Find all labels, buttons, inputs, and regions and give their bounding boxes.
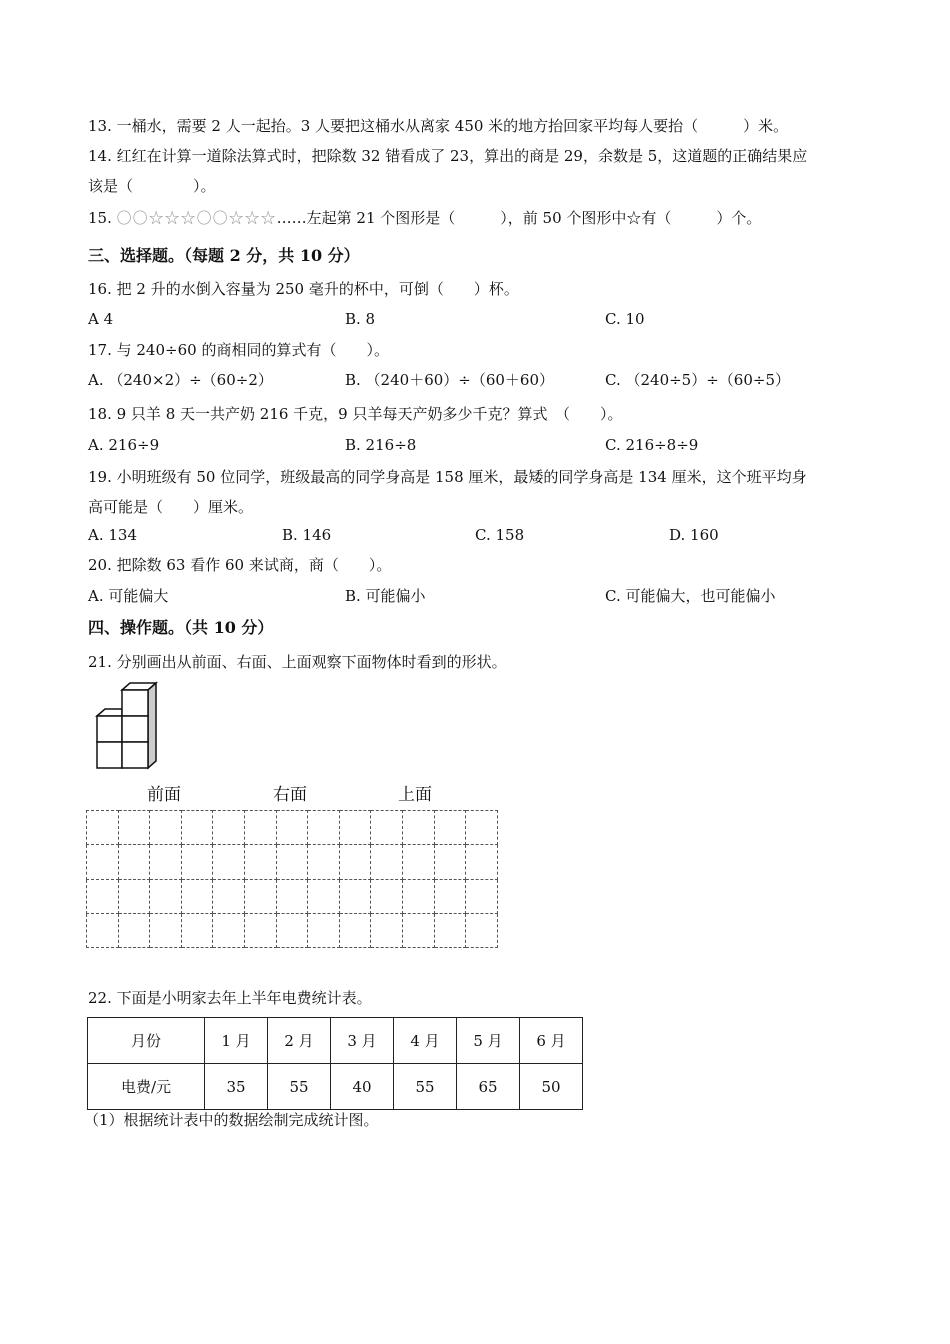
grid-cell[interactable] xyxy=(371,879,403,913)
q17-option-b[interactable]: B. （240＋60）÷（60＋60） xyxy=(345,371,555,389)
grid-cell[interactable] xyxy=(150,913,182,947)
question-19-line1: 19. 小明班级有 50 位同学，班级最高的同学身高是 158 厘米，最矮的同学身高是 134 厘米，这个班平均身 xyxy=(88,468,807,486)
grid-cell[interactable] xyxy=(371,845,403,879)
q19-option-d[interactable]: D. 160 xyxy=(669,526,719,544)
question-20: 20. 把除数 63 看作 60 来试商，商（ ）。 xyxy=(88,556,392,574)
q20-option-c[interactable]: C. 可能偏大，也可能偏小 xyxy=(605,587,776,605)
grid-cell[interactable] xyxy=(371,913,403,947)
table-row xyxy=(88,1064,583,1110)
q16-option-b[interactable]: B. 8 xyxy=(345,310,376,328)
question-14-line1: 14. 红红在计算一道除法算式时，把除数 32 错看成了 23，算出的商是 29，余数是 5，这道题的正确结果应 xyxy=(88,147,808,165)
grid-cell[interactable] xyxy=(434,913,466,947)
q19-option-b[interactable]: B. 146 xyxy=(282,526,332,544)
grid-cell[interactable] xyxy=(339,879,371,913)
grid-cell[interactable] xyxy=(308,913,340,947)
table-cell: 4 月 xyxy=(394,1018,457,1064)
section-4-heading: 四、操作题。（共 10 分） xyxy=(88,618,274,637)
question-22-part-1: （1）根据统计表中的数据绘制完成统计图。 xyxy=(84,1111,379,1129)
table-cell: 65 xyxy=(457,1064,520,1110)
grid-cell[interactable] xyxy=(403,845,435,879)
grid-row xyxy=(87,845,498,879)
shape-sequence: 〇〇☆☆☆〇〇☆☆☆ xyxy=(116,209,277,227)
grid-cell[interactable] xyxy=(245,811,277,845)
grid-cell[interactable] xyxy=(308,811,340,845)
grid-cell[interactable] xyxy=(181,913,213,947)
grid-cell[interactable] xyxy=(339,845,371,879)
q17-option-a[interactable]: A. （240×2）÷（60÷2） xyxy=(88,371,273,389)
view-label-front: 前面 xyxy=(147,785,181,805)
grid-cell[interactable] xyxy=(434,879,466,913)
q17-option-c[interactable]: C. （240÷5）÷（60÷5） xyxy=(605,371,790,389)
grid-cell[interactable] xyxy=(403,913,435,947)
table-cell: 2 月 xyxy=(268,1018,331,1064)
grid-cell[interactable] xyxy=(213,811,245,845)
table-cell: 55 xyxy=(268,1064,331,1110)
table-cell: 6 月 xyxy=(520,1018,583,1064)
grid-cell[interactable] xyxy=(308,879,340,913)
table-cell: 1 月 xyxy=(205,1018,268,1064)
q16-option-a[interactable]: A 4 xyxy=(88,310,114,328)
grid-cell[interactable] xyxy=(181,811,213,845)
cube-stack-figure xyxy=(94,678,164,772)
electricity-fee-table xyxy=(87,1017,583,1110)
grid-cell[interactable] xyxy=(371,811,403,845)
view-label-top: 上面 xyxy=(398,785,432,805)
q15-number: 15. xyxy=(88,209,112,227)
view-label-right: 右面 xyxy=(273,785,307,805)
question-21: 21. 分别画出从前面、右面、上面观察下面物体时看到的形状。 xyxy=(88,653,507,671)
question-15 xyxy=(88,208,761,228)
grid-cell[interactable] xyxy=(87,845,119,879)
grid-cell[interactable] xyxy=(118,913,150,947)
grid-cell[interactable] xyxy=(466,913,498,947)
grid-cell[interactable] xyxy=(466,811,498,845)
grid-cell[interactable] xyxy=(213,845,245,879)
grid-cell[interactable] xyxy=(213,913,245,947)
grid-cell[interactable] xyxy=(245,879,277,913)
table-cell: 月份 xyxy=(88,1018,205,1064)
q19-option-a[interactable]: A. 134 xyxy=(88,526,137,544)
grid-cell[interactable] xyxy=(403,811,435,845)
grid-cell[interactable] xyxy=(276,913,308,947)
grid-cell[interactable] xyxy=(87,811,119,845)
question-18: 18. 9 只羊 8 天一共产奶 216 千克，9 只羊每天产奶多少千克？算式 （ ）。 xyxy=(88,405,623,423)
question-13: 13. 一桶水，需要 2 人一起抬。3 人要把这桶水从离家 450 米的地方抬回家平均每人要抬（ ）米。 xyxy=(88,117,789,135)
grid-cell[interactable] xyxy=(245,845,277,879)
grid-cell[interactable] xyxy=(87,913,119,947)
question-16: 16. 把 2 升的水倒入容量为 250 毫升的杯中，可倒（ ）杯。 xyxy=(88,280,519,298)
table-cell: 35 xyxy=(205,1064,268,1110)
grid-cell[interactable] xyxy=(181,845,213,879)
q18-option-b[interactable]: B. 216÷8 xyxy=(345,436,417,454)
question-14-line2: 该是（ ）。 xyxy=(88,177,216,195)
grid-cell[interactable] xyxy=(434,811,466,845)
grid-cell[interactable] xyxy=(276,879,308,913)
q16-option-c[interactable]: C. 10 xyxy=(605,310,645,328)
grid-cell[interactable] xyxy=(150,879,182,913)
q20-option-a[interactable]: A. 可能偏大 xyxy=(88,587,169,605)
q20-option-b[interactable]: B. 可能偏小 xyxy=(345,587,426,605)
question-19-line2: 高可能是（ ）厘米。 xyxy=(88,498,254,516)
grid-cell[interactable] xyxy=(276,811,308,845)
grid-cell[interactable] xyxy=(434,845,466,879)
grid-row xyxy=(87,811,498,845)
q15-text: ……左起第 21 个图形是（ ），前 50 个图形中☆有（ ）个。 xyxy=(276,209,762,227)
grid-cell[interactable] xyxy=(339,811,371,845)
grid-cell[interactable] xyxy=(276,845,308,879)
grid-cell[interactable] xyxy=(213,879,245,913)
grid-cell[interactable] xyxy=(339,913,371,947)
grid-cell[interactable] xyxy=(118,879,150,913)
question-17: 17. 与 240÷60 的商相同的算式有（ ）。 xyxy=(88,341,389,359)
table-header-row xyxy=(88,1018,583,1064)
question-22: 22. 下面是小明家去年上半年电费统计表。 xyxy=(88,989,372,1007)
grid-cell[interactable] xyxy=(118,811,150,845)
grid-cell[interactable] xyxy=(466,879,498,913)
section-3-heading: 三、选择题。（每题 2 分，共 10 分） xyxy=(88,246,360,265)
table-cell: 40 xyxy=(331,1064,394,1110)
grid-cell[interactable] xyxy=(466,845,498,879)
table-cell: 5 月 xyxy=(457,1018,520,1064)
grid-row xyxy=(87,879,498,913)
table-cell: 50 xyxy=(520,1064,583,1110)
table-cell: 55 xyxy=(394,1064,457,1110)
grid-cell[interactable] xyxy=(150,811,182,845)
grid-cell[interactable] xyxy=(181,879,213,913)
grid-row xyxy=(87,913,498,947)
grid-cell[interactable] xyxy=(403,879,435,913)
q18-option-c[interactable]: C. 216÷8÷9 xyxy=(605,436,699,454)
grid-cell[interactable] xyxy=(308,845,340,879)
q18-option-a[interactable]: A. 216÷9 xyxy=(88,436,160,454)
drawing-grid[interactable] xyxy=(86,810,498,948)
q19-option-c[interactable]: C. 158 xyxy=(475,526,525,544)
grid-cell[interactable] xyxy=(150,845,182,879)
grid-cell[interactable] xyxy=(87,879,119,913)
table-cell: 电费/元 xyxy=(88,1064,205,1110)
grid-cell[interactable] xyxy=(118,845,150,879)
grid-cell[interactable] xyxy=(245,913,277,947)
table-cell: 3 月 xyxy=(331,1018,394,1064)
